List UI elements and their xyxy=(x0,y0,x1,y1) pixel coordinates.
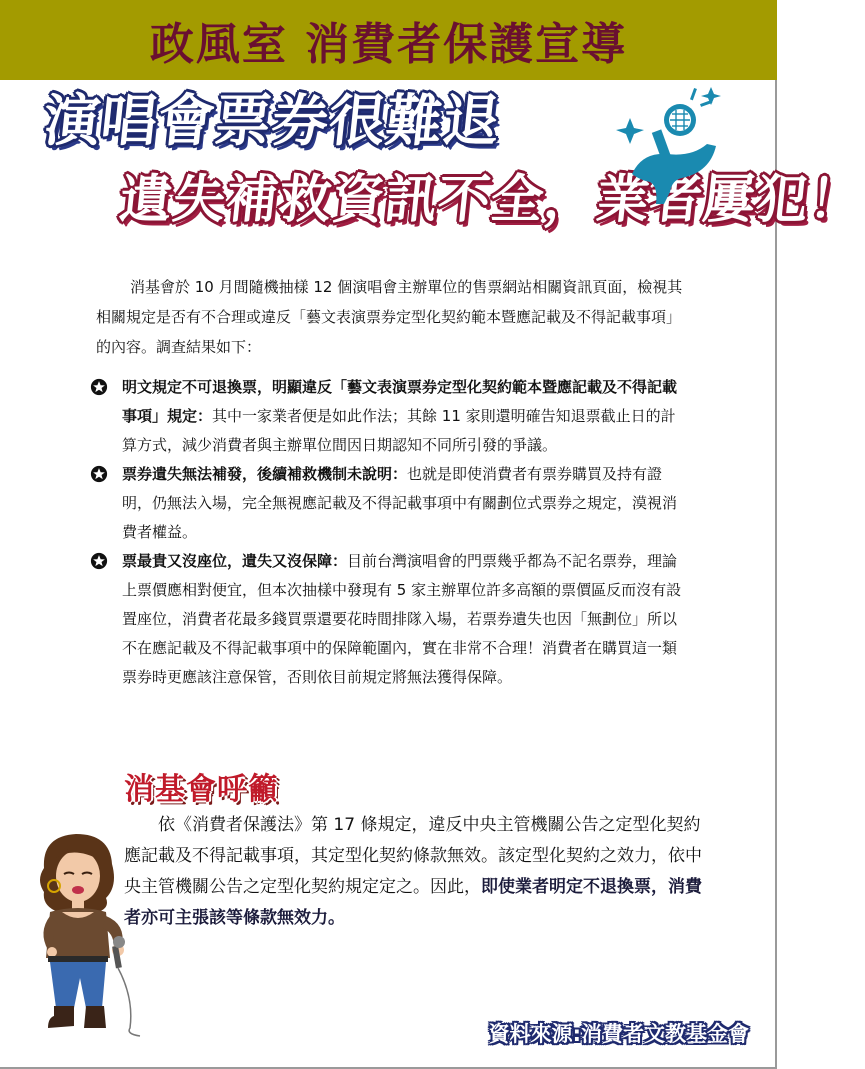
findings-list xyxy=(90,373,690,692)
finding-heading: 票券遺失無法補發，後續補救機制未說明： xyxy=(122,465,408,483)
appeal-title: 消基會呼籲 xyxy=(124,772,279,807)
microphone-icon xyxy=(612,82,722,212)
appeal-text: 依《消費者保護法》第 17 條規定，違反中央主管機關公告之定型化契約應記載及不得記載事項，其定型化契約條款無效。該定型化契約之效力，依中央主管機關公告之定型化契約規定定之。因此， xyxy=(124,815,702,897)
finding-body: 其中一家業者便是如此作法；其餘 11 家則還明確告知退票截止日的計算方式，減少消費者與主辦單位間因日期認知不同所引發的爭議。 xyxy=(122,407,676,454)
finding-item-3 xyxy=(90,547,690,692)
finding-heading: 票最貴又沒座位，遺失又沒保障： xyxy=(122,552,348,570)
appeal-emphasis: 即使業者明定不退換票，消費者亦可主張該等條款無效力。 xyxy=(124,877,702,928)
source-credit: 資料來源:消費者文教基金會 xyxy=(488,1022,749,1046)
header-bar xyxy=(0,0,777,80)
intro-paragraph xyxy=(96,272,686,362)
star-circle-icon xyxy=(90,378,108,396)
star-circle-icon xyxy=(90,552,108,570)
finding-item-2 xyxy=(90,460,690,547)
finding-heading: 明文規定不可退換票，明顯違反「藝文表演票券定型化契約範本暨應記載及不得記載事項」規定： xyxy=(122,378,678,425)
star-circle-icon xyxy=(90,465,108,483)
finding-item-1 xyxy=(90,373,690,460)
headline-sub: 遺失補救資訊不全，業者屢犯！ xyxy=(116,170,865,230)
finding-body: 目前台灣演唱會的門票幾乎都為不記名票券，理論上票價應相對便宜，但本次抽樣中發現有 5 家主辦單位許多高額的票價區反而沒有設置座位，消費者花最多錢買票還要花時間排隊入場，若票券遺失也因「無劃位」所以不在應記載及不得記載事項中的保障範圍內，實在非常不合理！消費者在購買這一類票券時更應該注意保管，否則依目前規定將無法獲得保障。 xyxy=(122,552,682,686)
intro-text: 消基會於 10 月間隨機抽樣 12 個演唱會主辦單位的售票網站相關資訊頁面，檢視其相關規定是否有不合理或違反「藝文表演票券定型化契約範本暨應記載及不得記載事項」的內容。調查結果如下： xyxy=(96,278,683,356)
singer-illustration xyxy=(14,828,164,1038)
appeal-paragraph xyxy=(124,810,714,934)
headline-main: 演唱會票券很難退 xyxy=(40,89,504,154)
finding-body: 也就是即使消費者有票券購買及持有證明，仍無法入場，完全無視應記載及不得記載事項中有關劃位式票券之規定，漠視消費者權益。 xyxy=(122,465,678,541)
header-title: 政風室 消費者保護宣導 xyxy=(149,19,628,70)
